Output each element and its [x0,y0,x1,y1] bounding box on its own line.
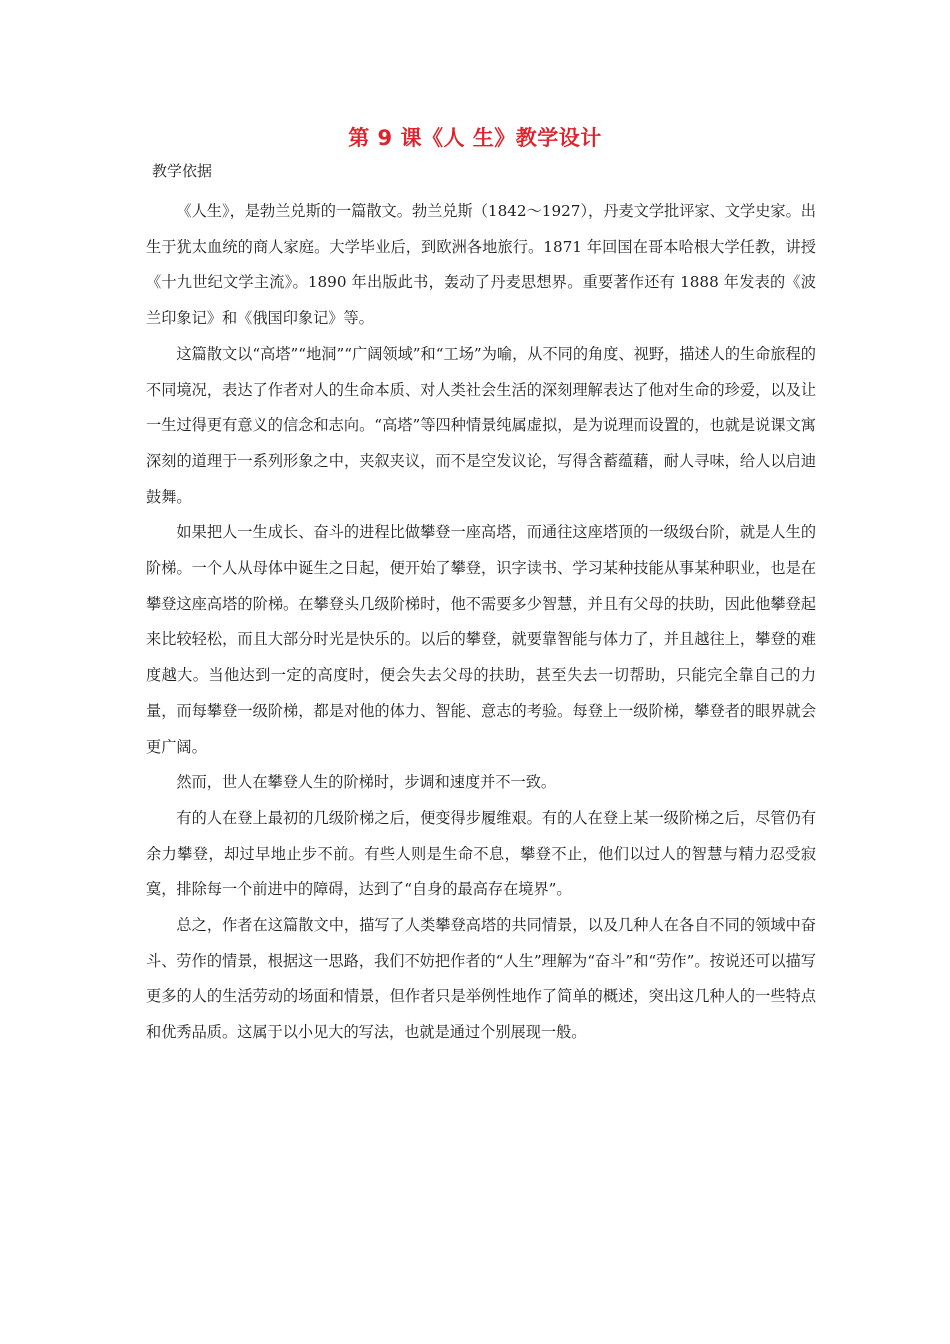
document-body [146,194,816,1051]
section-label: 教学依据 [152,162,213,180]
page-title: 第 9 课《人 生》教学设计 [348,126,602,150]
paragraph-metaphor-summary: 这篇散文以“高塔”“地洞”“广阔领域”和“工场”为喻，从不同的角度、视野，描述人的生命旅程的不同境况，表达了作者对人的生命本质、对人类社会生活的深刻理解表达了他对生命的珍爱，以及让一生过得更有意义的信念和志向。“高塔”等四种情景纯属虚拟，是为说理而设置的，也就是说课文寓深刻的道理于一系列形象之中，夹叙夹议，而不是空发议论，写得含蓄蕴藉，耐人寻味，给人以启迪鼓舞。 [146,344,816,506]
paragraph-conclusion: 总之，作者在这篇散文中，描写了人类攀登高塔的共同情景，以及几种人在各自不同的领域中奋斗、劳作的情景，根据这一思路，我们不妨把作者的“人生”理解为“奋斗”和“劳作”。按说还可以描写更多的人的生活劳动的场面和情景，但作者只是举例性地作了简单的概述，突出这几种人的一些特点和优秀品质。这属于以小见大的写法，也就是通过个别展现一般。 [146,916,816,1042]
paragraph-types-of-climbers: 有的人在登上最初的几级阶梯之后，便变得步履维艰。有的人在登上某一级阶梯之后，尽管仍有余力攀登，却过早地止步不前。有些人则是生命不息，攀登不止，他们以过人的智慧与精力忍受寂寞，排除每一个前进中的障碍，达到了“自身的最高存在境界”。 [146,808,816,899]
paragraph-pace-differs: 然而，世人在攀登人生的阶梯时，步调和速度并不一致。 [176,773,557,792]
paragraph-author-intro: 《人生》，是勃兰兑斯的一篇散文。勃兰兑斯（1842～1927），丹麦文学批评家、文学史家。出生于犹太血统的商人家庭。大学毕业后，到欧洲各地旅行。1871 年回国在哥本哈根大学任教，讲授《十九世纪文学主流》。1890 年出版此书，轰动了丹麦思想界。重要著作还有 1888 年发表的《波兰印象记》和《俄国印象记》等。 [146,202,816,328]
paragraph-tower-analogy: 如果把人一生成长、奋斗的进程比做攀登一座高塔，而通往这座塔顶的一级级台阶，就是人生的阶梯。一个人从母体中诞生之日起，便开始了攀登，识字读书、学习某种技能从事某种职业，也是在攀登这座高塔的阶梯。在攀登头几级阶梯时，他不需要多少智慧，并且有父母的扶助，因此他攀登起来比较轻松，而且大部分时光是快乐的。以后的攀登，就要靠智能与体力了，并且越往上，攀登的难度越大。当他达到一定的高度时，便会失去父母的扶助，甚至失去一切帮助，只能完全靠自己的力量，而每攀登一级阶梯，都是对他的体力、智能、意志的考验。每登上一级阶梯，攀登者的眼界就会更广阔。 [146,523,816,756]
